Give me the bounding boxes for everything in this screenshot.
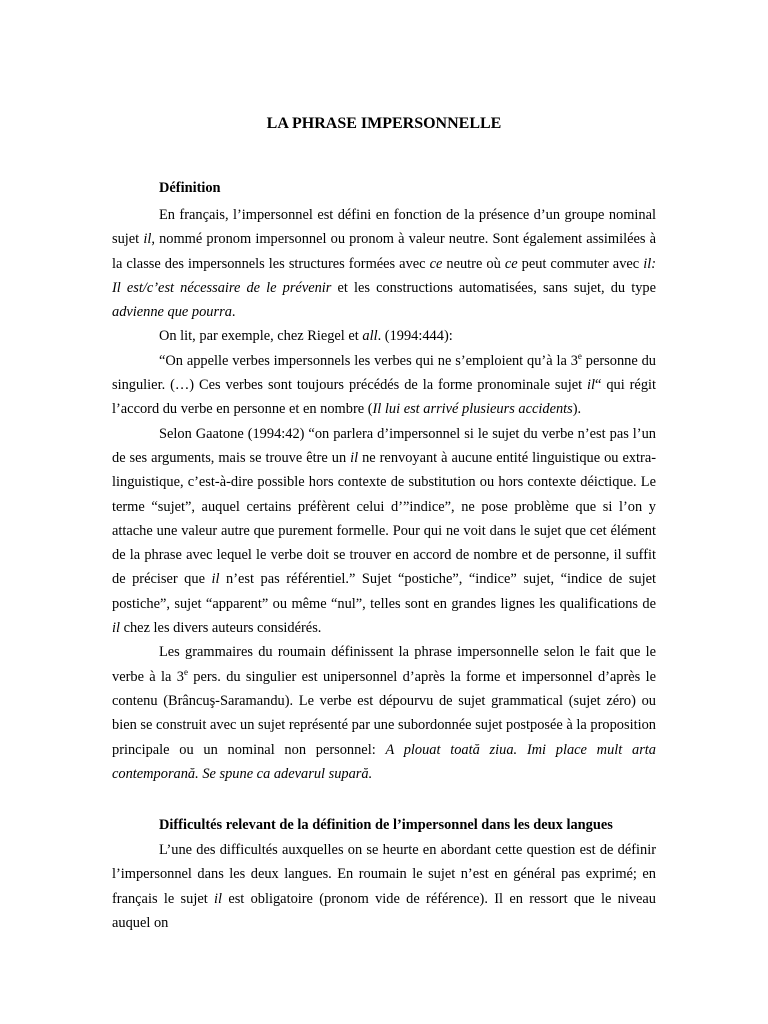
text-run: chez les divers auteurs considérés. [120,620,322,637]
italic-text: Il lui est arrivé plusieurs accidents [372,401,573,418]
italic-text: il [350,449,359,466]
paragraph-2 [112,324,656,348]
italic-text: il [112,620,120,637]
section-body-difficultes [112,838,656,935]
text-run: neutre où [442,255,505,272]
text-run: Selon Gaatone (1994:42) “on parlera d’impersonnel si le sujet du verbe n’est pas l’un de ses arguments, mais se trouve être un [112,425,656,466]
text-run: , nommé pronom impersonnel ou pronom à valeur neutre. Sont également assimilées à la classe des impersonnels les structures formées avec [112,231,657,272]
italic-text: advienne que pourra [112,304,232,321]
text-run: personne du singulier. (…) Ces verbes sont toujours précédés de la forme pronominale sujet [112,352,656,394]
italic-text: il [211,571,220,588]
text-run: On lit, par exemple, chez Riegel et [159,328,363,345]
text-run: . [231,304,236,321]
text-run: n’est pas référentiel.” Sujet “postiche”, “indice” sujet, “indice de sujet postiche”, sujet “apparent” ou même “nul”, telles sont en grandes lignes les qualifications de [112,571,656,612]
italic-text: ce [429,255,443,272]
italic-text: all [362,328,378,345]
paragraph-1 [112,203,656,324]
text-run: En français, l’impersonnel est défini en fonction de la présence d’un groupe nominal sujet [112,207,656,248]
text-run: L’une des difficultés auxquelles on se heurte en abordant cette question est de définir l’impersonnel dans les deux langues. En roumain le sujet n’est en général pas exprimé; en français le sujet [112,842,656,907]
italic-text: il [143,231,152,248]
text-run: . (1994:444): [377,328,453,345]
section-heading-difficultes: Difficultés relevant de la définition de l’impersonnel dans les deux langues [159,817,613,833]
paragraph-3 [112,349,656,422]
text-run: et les constructions automatisées, sans sujet, du type [331,279,656,296]
italic-text: il: Il est/c’est nécessaire de le prévenir [112,255,656,296]
italic-text: il [587,377,596,394]
italic-text: ce [504,255,518,272]
superscript-text: e [577,350,582,361]
text-run: ne renvoyant à aucune entité linguistique ou extra-linguistique, c’est-à-dire possible hors contexte de substitution ou hors contexte déictique. Le terme “sujet”, auquel certains préfèrent celui d’”indice”, ne pose problème que si l’on y attache une valeur autre que purement formelle. Pour qui ne voit dans le sujet que cet élément de la phrase avec lequel le verbe doit se trouver en accord de nombre et de personne, il suffit de préciser que [112,449,656,588]
italic-text: A plouat toată ziua. Imi place mult arta contemporană. Se spune ca adevarul supară. [112,741,656,782]
section-heading-definition: Définition [159,180,221,196]
paragraph-6 [112,838,656,935]
text-run: est obligatoire (pronom vide de référence). Il en ressort que le niveau auquel on [112,890,657,931]
page-title: LA PHRASE IMPERSONNELLE [266,115,502,132]
text-run: “ qui régit l’accord du verbe en personne et en nombre ( [112,377,657,418]
text-run: peut commuter avec [517,255,644,272]
paragraph-4 [112,422,656,641]
superscript-text: e [183,666,188,677]
text-run: Les grammaires du roumain définissent la phrase impersonnelle selon le fait que le verbe à la 3 [112,644,656,685]
text-run: pers. du singulier est unipersonnel d’après la forme et impersonnel d’après le contenu (Brâncuş-Saramandu). Le verbe est dépourvu de sujet grammatical (sujet zéro) ou bien se construit avec un sujet représenté par une subordonnée sujet postposée à la proposition principale ou un nominal non personnel: [112,668,657,758]
text-run: “On appelle verbes impersonnels les verbes qui ne s’emploient qu’à la 3 [159,352,578,369]
text-run: ). [572,401,582,418]
paragraph-5 [112,640,656,786]
italic-text: il [214,890,223,907]
section-body-definition [112,203,656,786]
